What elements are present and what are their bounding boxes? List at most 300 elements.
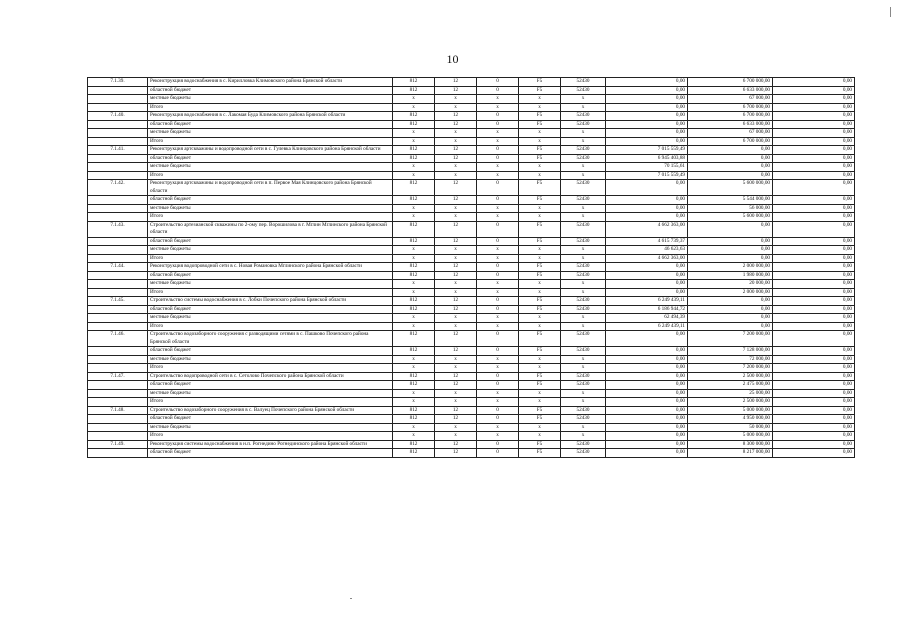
amount-year-2: 2 475 000,00 bbox=[688, 381, 773, 390]
amount-year-2: 2 500 000,00 bbox=[688, 398, 773, 407]
amount-year-1: 0,00 bbox=[606, 86, 688, 95]
code-rz: x bbox=[435, 246, 477, 255]
table-body bbox=[88, 78, 855, 458]
amount-year-1: 0,00 bbox=[606, 288, 688, 297]
table-row-item bbox=[88, 263, 855, 272]
code-article: 52430 bbox=[561, 347, 606, 356]
code-target: x bbox=[519, 213, 561, 222]
row-name: Реконструкция водоснабжения в с. Кирилловка Климовского района Брянской области bbox=[148, 78, 393, 87]
table-row bbox=[88, 254, 855, 263]
row-number: 7.1.42. bbox=[88, 180, 148, 196]
amount-year-1: 0,00 bbox=[606, 415, 688, 424]
code-article: 52430 bbox=[561, 415, 606, 424]
code-target: x bbox=[519, 254, 561, 263]
code-rz: x bbox=[435, 432, 477, 441]
amount-year-2: 1 980 000,00 bbox=[688, 271, 773, 280]
code-pr: 0 bbox=[477, 237, 519, 246]
code-rz: 12 bbox=[435, 381, 477, 390]
code-pr: x bbox=[477, 95, 519, 104]
amount-year-2: 5 600 000,00 bbox=[688, 213, 773, 222]
row-number bbox=[88, 129, 148, 138]
row-name: Итого bbox=[148, 213, 393, 222]
code-pr: 0 bbox=[477, 331, 519, 347]
amount-year-3: 0,00 bbox=[773, 204, 855, 213]
row-number bbox=[88, 103, 148, 112]
amount-year-2: 6 633 000,00 bbox=[688, 120, 773, 129]
amount-year-3: 0,00 bbox=[773, 263, 855, 272]
code-rz: 12 bbox=[435, 237, 477, 246]
code-grbs: 812 bbox=[393, 196, 435, 205]
code-article: 52430 bbox=[561, 406, 606, 415]
table-row bbox=[88, 364, 855, 373]
code-article: x bbox=[561, 355, 606, 364]
row-name: Строительство водопроводной сети в с. Сетолово Почепского района Брянской области bbox=[148, 372, 393, 381]
row-name: местные бюджеты bbox=[148, 95, 393, 104]
amount-year-2: 72 000,00 bbox=[688, 355, 773, 364]
table-row bbox=[88, 398, 855, 407]
code-article: x bbox=[561, 389, 606, 398]
code-pr: x bbox=[477, 213, 519, 222]
code-pr: x bbox=[477, 204, 519, 213]
row-number: 7.1.43. bbox=[88, 221, 148, 237]
code-article: x bbox=[561, 432, 606, 441]
code-pr: 0 bbox=[477, 297, 519, 306]
code-target: F5 bbox=[519, 449, 561, 458]
scan-mark bbox=[890, 7, 891, 17]
amount-year-3: 0,00 bbox=[773, 163, 855, 172]
code-target: F5 bbox=[519, 381, 561, 390]
row-name: Итого bbox=[148, 137, 393, 146]
code-grbs: x bbox=[393, 213, 435, 222]
amount-year-2: 0,00 bbox=[688, 237, 773, 246]
row-name: местные бюджеты bbox=[148, 389, 393, 398]
table-row bbox=[88, 449, 855, 458]
amount-year-3: 0,00 bbox=[773, 146, 855, 155]
code-article: x bbox=[561, 246, 606, 255]
page-number: 10 bbox=[446, 52, 459, 66]
code-rz: 12 bbox=[435, 120, 477, 129]
amount-year-1: 0,00 bbox=[606, 271, 688, 280]
code-grbs: 812 bbox=[393, 237, 435, 246]
code-target: F5 bbox=[519, 237, 561, 246]
amount-year-2: 0,00 bbox=[688, 297, 773, 306]
row-name: Итого bbox=[148, 322, 393, 331]
amount-year-3: 0,00 bbox=[773, 254, 855, 263]
amount-year-3: 0,00 bbox=[773, 112, 855, 121]
amount-year-1: 7 015 559,49 bbox=[606, 171, 688, 180]
row-number bbox=[88, 322, 148, 331]
code-grbs: x bbox=[393, 398, 435, 407]
code-article: 52430 bbox=[561, 112, 606, 121]
code-target: F5 bbox=[519, 297, 561, 306]
row-name: областной бюджет bbox=[148, 415, 393, 424]
row-number: 7.1.39. bbox=[88, 78, 148, 87]
code-pr: 0 bbox=[477, 406, 519, 415]
amount-year-1: 0,00 bbox=[606, 204, 688, 213]
code-pr: x bbox=[477, 254, 519, 263]
code-rz: 12 bbox=[435, 86, 477, 95]
row-name: Итого bbox=[148, 254, 393, 263]
code-rz: 12 bbox=[435, 180, 477, 196]
table-row bbox=[88, 347, 855, 356]
row-name: Реконструкция артскважины и водопроводной сети в с. Гулевка Клинцовского района Брянской области bbox=[148, 146, 393, 155]
amount-year-1: 0,00 bbox=[606, 449, 688, 458]
table-row-item bbox=[88, 331, 855, 347]
table-row bbox=[88, 432, 855, 441]
table-row bbox=[88, 154, 855, 163]
row-name: Реконструкция водоснабжения в с. Лакомая Буда Климовского района Брянской области bbox=[148, 112, 393, 121]
code-target: x bbox=[519, 322, 561, 331]
table-row bbox=[88, 288, 855, 297]
row-name: Реконструкция артскважины и водопроводной сети в п. Первое Мая Клинцовского района Брянской области bbox=[148, 180, 393, 196]
table-row bbox=[88, 305, 855, 314]
code-pr: 0 bbox=[477, 196, 519, 205]
code-article: 52430 bbox=[561, 196, 606, 205]
amount-year-2: 7 200 000,00 bbox=[688, 364, 773, 373]
amount-year-2: 0,00 bbox=[688, 221, 773, 237]
row-name: областной бюджет bbox=[148, 381, 393, 390]
code-target: F5 bbox=[519, 146, 561, 155]
row-name: Итого bbox=[148, 364, 393, 373]
row-number: 7.1.45. bbox=[88, 297, 148, 306]
code-grbs: 812 bbox=[393, 305, 435, 314]
code-pr: 0 bbox=[477, 120, 519, 129]
row-number bbox=[88, 204, 148, 213]
amount-year-2: 6 633 000,00 bbox=[688, 86, 773, 95]
amount-year-1: 0,00 bbox=[606, 398, 688, 407]
code-grbs: x bbox=[393, 314, 435, 323]
code-rz: 12 bbox=[435, 297, 477, 306]
code-article: 52430 bbox=[561, 237, 606, 246]
code-pr: 0 bbox=[477, 372, 519, 381]
code-rz: 12 bbox=[435, 440, 477, 449]
code-article: x bbox=[561, 137, 606, 146]
row-name: местные бюджеты bbox=[148, 204, 393, 213]
code-pr: 0 bbox=[477, 305, 519, 314]
row-number bbox=[88, 280, 148, 289]
amount-year-3: 0,00 bbox=[773, 237, 855, 246]
amount-year-2: 2 000 000,00 bbox=[688, 263, 773, 272]
amount-year-1: 0,00 bbox=[606, 372, 688, 381]
amount-year-1: 0,00 bbox=[606, 213, 688, 222]
code-target: F5 bbox=[519, 78, 561, 87]
code-rz: x bbox=[435, 129, 477, 138]
amount-year-2: 2 500 000,00 bbox=[688, 372, 773, 381]
code-grbs: x bbox=[393, 432, 435, 441]
amount-year-3: 0,00 bbox=[773, 221, 855, 237]
code-target: x bbox=[519, 137, 561, 146]
table-row bbox=[88, 137, 855, 146]
code-grbs: x bbox=[393, 389, 435, 398]
row-name: областной бюджет bbox=[148, 120, 393, 129]
code-article: 52430 bbox=[561, 86, 606, 95]
table-row bbox=[88, 86, 855, 95]
code-target: x bbox=[519, 389, 561, 398]
amount-year-2: 0,00 bbox=[688, 314, 773, 323]
table-row bbox=[88, 163, 855, 172]
row-number bbox=[88, 355, 148, 364]
code-grbs: 812 bbox=[393, 271, 435, 280]
amount-year-1: 0,00 bbox=[606, 137, 688, 146]
row-name: местные бюджеты bbox=[148, 423, 393, 432]
code-rz: x bbox=[435, 288, 477, 297]
code-grbs: 812 bbox=[393, 263, 435, 272]
amount-year-3: 0,00 bbox=[773, 389, 855, 398]
amount-year-2: 5 000 000,00 bbox=[688, 406, 773, 415]
amount-year-2: 0,00 bbox=[688, 322, 773, 331]
code-grbs: x bbox=[393, 95, 435, 104]
code-article: 52430 bbox=[561, 263, 606, 272]
amount-year-2: 8 300 000,00 bbox=[688, 440, 773, 449]
code-grbs: x bbox=[393, 288, 435, 297]
code-target: x bbox=[519, 95, 561, 104]
code-rz: x bbox=[435, 171, 477, 180]
code-article: 52430 bbox=[561, 381, 606, 390]
table-row bbox=[88, 120, 855, 129]
amount-year-1: 0,00 bbox=[606, 103, 688, 112]
row-number: 7.1.46. bbox=[88, 331, 148, 347]
row-number bbox=[88, 86, 148, 95]
table-row bbox=[88, 280, 855, 289]
code-pr: x bbox=[477, 103, 519, 112]
code-target: x bbox=[519, 280, 561, 289]
code-target: F5 bbox=[519, 196, 561, 205]
code-target: x bbox=[519, 103, 561, 112]
row-name: местные бюджеты bbox=[148, 246, 393, 255]
code-pr: x bbox=[477, 280, 519, 289]
code-grbs: x bbox=[393, 355, 435, 364]
budget-table bbox=[87, 77, 855, 458]
code-pr: 0 bbox=[477, 415, 519, 424]
code-article: x bbox=[561, 163, 606, 172]
amount-year-3: 0,00 bbox=[773, 372, 855, 381]
row-number bbox=[88, 120, 148, 129]
code-pr: 0 bbox=[477, 86, 519, 95]
row-number bbox=[88, 237, 148, 246]
code-pr: x bbox=[477, 398, 519, 407]
code-target: F5 bbox=[519, 406, 561, 415]
table-row bbox=[88, 95, 855, 104]
row-number bbox=[88, 423, 148, 432]
code-grbs: x bbox=[393, 129, 435, 138]
code-pr: x bbox=[477, 355, 519, 364]
code-target: x bbox=[519, 204, 561, 213]
amount-year-3: 0,00 bbox=[773, 305, 855, 314]
amount-year-3: 0,00 bbox=[773, 398, 855, 407]
code-grbs: 812 bbox=[393, 78, 435, 87]
amount-year-1: 0,00 bbox=[606, 355, 688, 364]
row-number: 7.1.40. bbox=[88, 112, 148, 121]
amount-year-2: 5 000 000,00 bbox=[688, 432, 773, 441]
row-number bbox=[88, 95, 148, 104]
code-target: F5 bbox=[519, 347, 561, 356]
code-rz: 12 bbox=[435, 415, 477, 424]
row-name: областной бюджет bbox=[148, 86, 393, 95]
code-grbs: 812 bbox=[393, 406, 435, 415]
code-grbs: 812 bbox=[393, 120, 435, 129]
amount-year-3: 0,00 bbox=[773, 78, 855, 87]
code-target: F5 bbox=[519, 86, 561, 95]
code-target: F5 bbox=[519, 221, 561, 237]
amount-year-2: 20 000,00 bbox=[688, 280, 773, 289]
code-grbs: x bbox=[393, 254, 435, 263]
row-name: Строительство артезианской скважины по 2-ому пер. Ворошилова в г. Мглин Мглинского района Брянской области bbox=[148, 221, 393, 237]
amount-year-3: 0,00 bbox=[773, 355, 855, 364]
code-pr: 0 bbox=[477, 112, 519, 121]
code-rz: x bbox=[435, 204, 477, 213]
amount-year-1: 0,00 bbox=[606, 331, 688, 347]
code-rz: 12 bbox=[435, 449, 477, 458]
code-article: x bbox=[561, 95, 606, 104]
amount-year-1: 0,00 bbox=[606, 196, 688, 205]
code-pr: x bbox=[477, 322, 519, 331]
row-number bbox=[88, 398, 148, 407]
code-grbs: 812 bbox=[393, 331, 435, 347]
amount-year-1: 0,00 bbox=[606, 423, 688, 432]
code-grbs: x bbox=[393, 322, 435, 331]
code-rz: x bbox=[435, 103, 477, 112]
code-article: 52430 bbox=[561, 78, 606, 87]
code-target: F5 bbox=[519, 263, 561, 272]
code-target: x bbox=[519, 432, 561, 441]
row-number bbox=[88, 389, 148, 398]
code-article: x bbox=[561, 171, 606, 180]
row-number bbox=[88, 246, 148, 255]
table-row bbox=[88, 237, 855, 246]
amount-year-2: 0,00 bbox=[688, 246, 773, 255]
amount-year-3: 0,00 bbox=[773, 86, 855, 95]
code-article: x bbox=[561, 364, 606, 373]
code-rz: 12 bbox=[435, 347, 477, 356]
amount-year-1: 6 249 439,11 bbox=[606, 297, 688, 306]
table-row bbox=[88, 129, 855, 138]
code-rz: x bbox=[435, 213, 477, 222]
code-pr: x bbox=[477, 129, 519, 138]
code-rz: 12 bbox=[435, 221, 477, 237]
code-rz: 12 bbox=[435, 78, 477, 87]
table-row-item bbox=[88, 372, 855, 381]
code-target: F5 bbox=[519, 372, 561, 381]
amount-year-2: 7 200 000,00 bbox=[688, 331, 773, 347]
amount-year-1: 7 015 559,49 bbox=[606, 146, 688, 155]
code-pr: 0 bbox=[477, 146, 519, 155]
amount-year-2: 7 128 000,00 bbox=[688, 347, 773, 356]
amount-year-1: 46 623,63 bbox=[606, 246, 688, 255]
code-rz: 12 bbox=[435, 406, 477, 415]
row-number bbox=[88, 364, 148, 373]
code-target: x bbox=[519, 246, 561, 255]
amount-year-1: 0,00 bbox=[606, 263, 688, 272]
table-row-item bbox=[88, 221, 855, 237]
amount-year-3: 0,00 bbox=[773, 280, 855, 289]
amount-year-2: 8 217 000,00 bbox=[688, 449, 773, 458]
code-target: F5 bbox=[519, 440, 561, 449]
amount-year-2: 67 000,00 bbox=[688, 95, 773, 104]
code-grbs: x bbox=[393, 246, 435, 255]
code-target: x bbox=[519, 355, 561, 364]
amount-year-3: 0,00 bbox=[773, 213, 855, 222]
code-pr: x bbox=[477, 314, 519, 323]
table-row bbox=[88, 415, 855, 424]
amount-year-1: 0,00 bbox=[606, 364, 688, 373]
table-row bbox=[88, 314, 855, 323]
table-row bbox=[88, 389, 855, 398]
amount-year-3: 0,00 bbox=[773, 314, 855, 323]
code-article: x bbox=[561, 398, 606, 407]
code-rz: 12 bbox=[435, 372, 477, 381]
code-article: 52430 bbox=[561, 271, 606, 280]
amount-year-1: 0,00 bbox=[606, 347, 688, 356]
code-pr: 0 bbox=[477, 154, 519, 163]
code-target: F5 bbox=[519, 154, 561, 163]
amount-year-1: 0,00 bbox=[606, 95, 688, 104]
code-rz: 12 bbox=[435, 305, 477, 314]
code-pr: 0 bbox=[477, 271, 519, 280]
row-name: местные бюджеты bbox=[148, 314, 393, 323]
row-name: Итого bbox=[148, 432, 393, 441]
row-name: Строительство водозаборного сооружения с разводящими сетями в с. Пашково Почепского района Брянской области bbox=[148, 331, 393, 347]
table-row bbox=[88, 271, 855, 280]
code-grbs: 812 bbox=[393, 440, 435, 449]
table-row-item bbox=[88, 406, 855, 415]
amount-year-3: 0,00 bbox=[773, 297, 855, 306]
code-grbs: 812 bbox=[393, 154, 435, 163]
row-number bbox=[88, 196, 148, 205]
code-article: x bbox=[561, 103, 606, 112]
code-target: x bbox=[519, 364, 561, 373]
code-rz: x bbox=[435, 137, 477, 146]
code-grbs: x bbox=[393, 163, 435, 172]
code-grbs: x bbox=[393, 204, 435, 213]
code-target: x bbox=[519, 129, 561, 138]
code-article: 52430 bbox=[561, 146, 606, 155]
table-row-item bbox=[88, 146, 855, 155]
code-pr: x bbox=[477, 163, 519, 172]
code-pr: x bbox=[477, 423, 519, 432]
code-article: 52430 bbox=[561, 440, 606, 449]
row-number bbox=[88, 415, 148, 424]
table-row bbox=[88, 355, 855, 364]
code-target: F5 bbox=[519, 331, 561, 347]
amount-year-2: 2 000 000,00 bbox=[688, 288, 773, 297]
code-pr: 0 bbox=[477, 221, 519, 237]
row-number: 7.1.44. bbox=[88, 263, 148, 272]
code-article: 52430 bbox=[561, 180, 606, 196]
amount-year-3: 0,00 bbox=[773, 347, 855, 356]
code-grbs: 812 bbox=[393, 381, 435, 390]
row-number bbox=[88, 449, 148, 458]
amount-year-3: 0,00 bbox=[773, 423, 855, 432]
code-article: 52430 bbox=[561, 305, 606, 314]
code-article: x bbox=[561, 288, 606, 297]
code-target: F5 bbox=[519, 180, 561, 196]
table-row-item bbox=[88, 112, 855, 121]
amount-year-3: 0,00 bbox=[773, 103, 855, 112]
code-pr: x bbox=[477, 137, 519, 146]
code-target: x bbox=[519, 288, 561, 297]
row-number bbox=[88, 154, 148, 163]
row-name: местные бюджеты bbox=[148, 129, 393, 138]
code-article: 52430 bbox=[561, 449, 606, 458]
code-article: x bbox=[561, 280, 606, 289]
code-grbs: x bbox=[393, 280, 435, 289]
amount-year-1: 0,00 bbox=[606, 406, 688, 415]
amount-year-1: 6 249 439,11 bbox=[606, 322, 688, 331]
amount-year-1: 0,00 bbox=[606, 381, 688, 390]
amount-year-1: 0,00 bbox=[606, 120, 688, 129]
code-pr: x bbox=[477, 171, 519, 180]
row-number: 7.1.48. bbox=[88, 406, 148, 415]
